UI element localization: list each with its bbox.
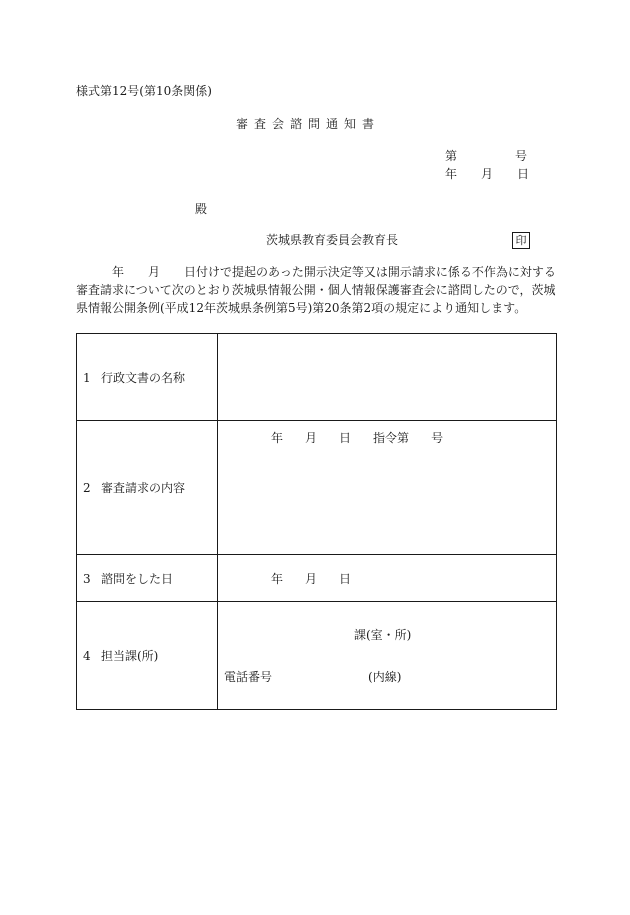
- reference-number: [445, 148, 527, 164]
- row-label-text: 行政文書の名称: [101, 370, 186, 385]
- instruction-day: 日: [339, 431, 352, 445]
- document-title: 審査会諮問通知書: [236, 117, 381, 131]
- row-number: 4: [83, 649, 91, 663]
- ref-suffix: 号: [515, 149, 528, 163]
- row-label-text: 担当課(所): [101, 649, 159, 663]
- department-label: 課(室・所): [354, 628, 412, 642]
- issuer-name: 茨城県教育委員会教育長: [266, 233, 399, 247]
- row-number: 1: [83, 370, 91, 385]
- table-row: [77, 555, 557, 602]
- row-label-text: 諮問をした日: [101, 571, 174, 586]
- notification-table: [76, 333, 557, 710]
- instruction-order-prefix: 指令第: [373, 431, 410, 445]
- row-number: 2: [83, 481, 91, 495]
- body-text: 日付けで提起のあった開示決定等又は開示請求に係る不作為に対する審査請求について次のとおり茨城県情報公開・個人情報保護審査会に諮問したので，茨城県情報公開条例(平成12年茨城県条例第5号)第20条第2項の規定により通知します。: [76, 265, 556, 315]
- phone-line: [224, 668, 401, 685]
- consult-date-cell[interactable]: [218, 555, 557, 602]
- phone-label: 電話番号: [224, 670, 273, 684]
- instruction-line: [271, 429, 443, 446]
- contact-cell[interactable]: [218, 602, 557, 710]
- request-content-cell[interactable]: [218, 421, 557, 555]
- ref-prefix: 第: [445, 149, 458, 163]
- issue-date-month: 月: [481, 167, 494, 181]
- consult-day: 日: [339, 571, 352, 586]
- form-number: 様式第12号(第10条関係): [76, 84, 212, 98]
- issue-date-year: 年: [445, 167, 458, 181]
- row-label: [77, 334, 218, 421]
- body-year: 年: [112, 265, 125, 279]
- body-paragraph: [76, 263, 558, 317]
- issue-date: [445, 166, 529, 182]
- table-row: [77, 421, 557, 555]
- document-name-cell[interactable]: [218, 334, 557, 421]
- instruction-year: 年: [271, 431, 284, 445]
- row-label: [77, 421, 218, 555]
- addressee-honorific: 殿: [195, 202, 208, 216]
- consult-year: 年: [271, 571, 284, 586]
- row-label: [77, 602, 218, 710]
- extension-label: (内線): [368, 670, 402, 684]
- instruction-month: 月: [305, 431, 318, 445]
- row-label: [77, 555, 218, 602]
- table-row: [77, 602, 557, 710]
- seal-mark: 印: [512, 232, 530, 249]
- consult-month: 月: [305, 571, 318, 586]
- instruction-order-suffix: 号: [431, 431, 444, 445]
- row-number: 3: [83, 571, 91, 586]
- table-row: [77, 334, 557, 421]
- row-label-text: 審査請求の内容: [101, 481, 186, 495]
- body-month: 月: [148, 265, 161, 279]
- issue-date-day: 日: [517, 167, 530, 181]
